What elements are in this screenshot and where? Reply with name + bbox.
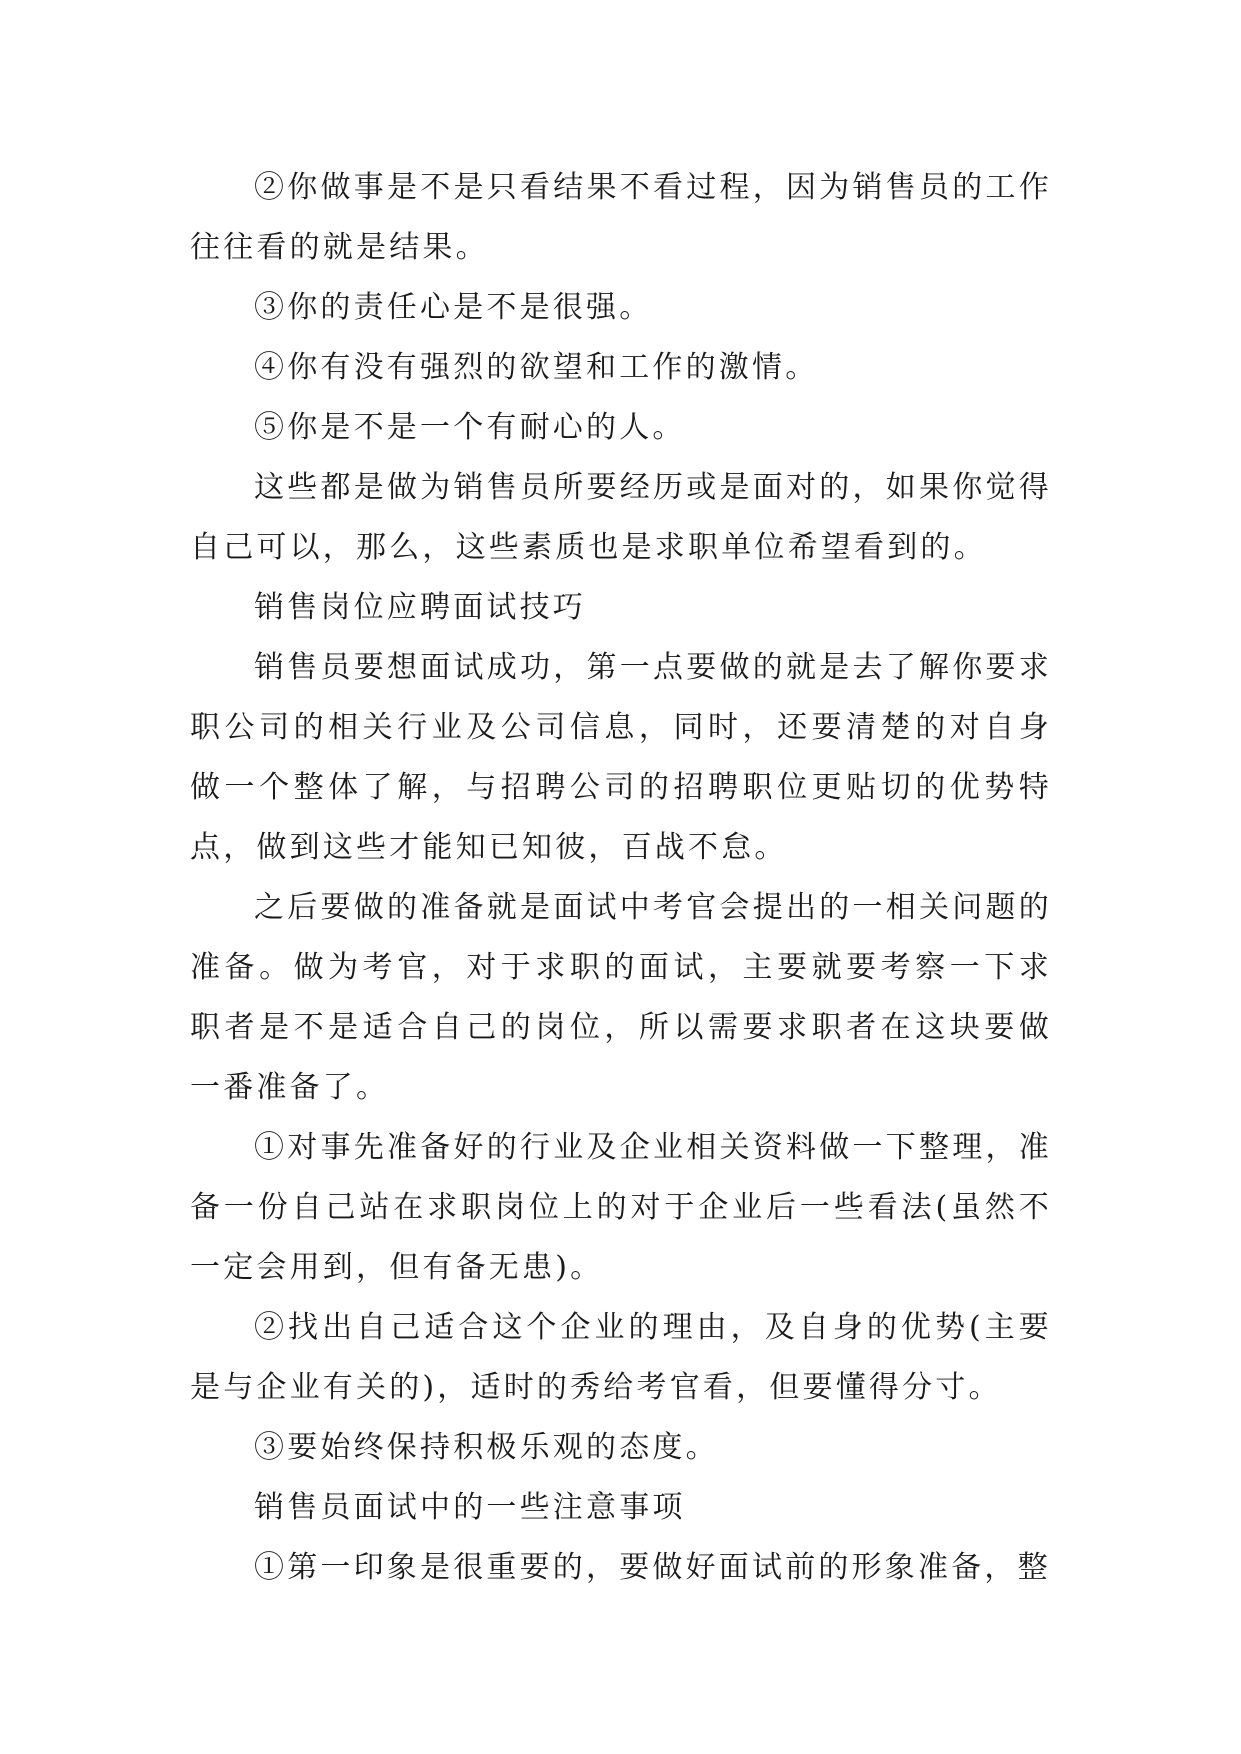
section-heading-interview-notes: 销售员面试中的一些注意事项 (254, 1490, 686, 1525)
paragraph-11: ③要始终保持积极乐观的态度。 (254, 1430, 719, 1465)
paragraph-10: ②找出自己适合这个企业的理由，及自身的优势(主要是与企业有关的)，适时的秀给考官看，但要懂得分寸。 (190, 1310, 1052, 1405)
paragraph-7: 销售员要想面试成功，第一点要做的就是去了解你要求职公司的相关行业及公司信息，同时，还要清楚的对自身做一个整体了解，与招聘公司的招聘职位更贴切的优势特点，做到这些才能知已知彼，百战不怠。 (190, 650, 1052, 865)
paragraph-5: 这些都是做为销售员所要经历或是面对的，如果你觉得自己可以，那么，这些素质也是求职单位希望看到的。 (190, 470, 1052, 565)
paragraph-9: ①对事先准备好的行业及企业相关资料做一下整理，准备一份自己站在求职岗位上的对于企业后一些看法(虽然不一定会用到，但有备无患)。 (190, 1130, 1052, 1285)
paragraph-2: ③你的责任心是不是很强。 (254, 290, 653, 325)
paragraph-8: 之后要做的准备就是面试中考官会提出的一相关问题的准备。做为考官，对于求职的面试，主要就要考察一下求职者是不是适合自己的岗位，所以需要求职者在这块要做一番准备了。 (190, 890, 1052, 1105)
paragraph-4: ⑤你是不是一个有耐心的人。 (254, 410, 686, 445)
paragraph-13: ①第一印象是很重要的，要做好面试前的形象准备，整 (254, 1550, 1051, 1585)
document-page (190, 158, 1052, 1598)
paragraph-3: ④你有没有强烈的欲望和工作的激情。 (254, 350, 819, 385)
section-heading-interview-tips: 销售岗位应聘面试技巧 (254, 590, 586, 625)
paragraph-1: ②你做事是不是只看结果不看过程，因为销售员的工作往往看的就是结果。 (190, 170, 1052, 265)
